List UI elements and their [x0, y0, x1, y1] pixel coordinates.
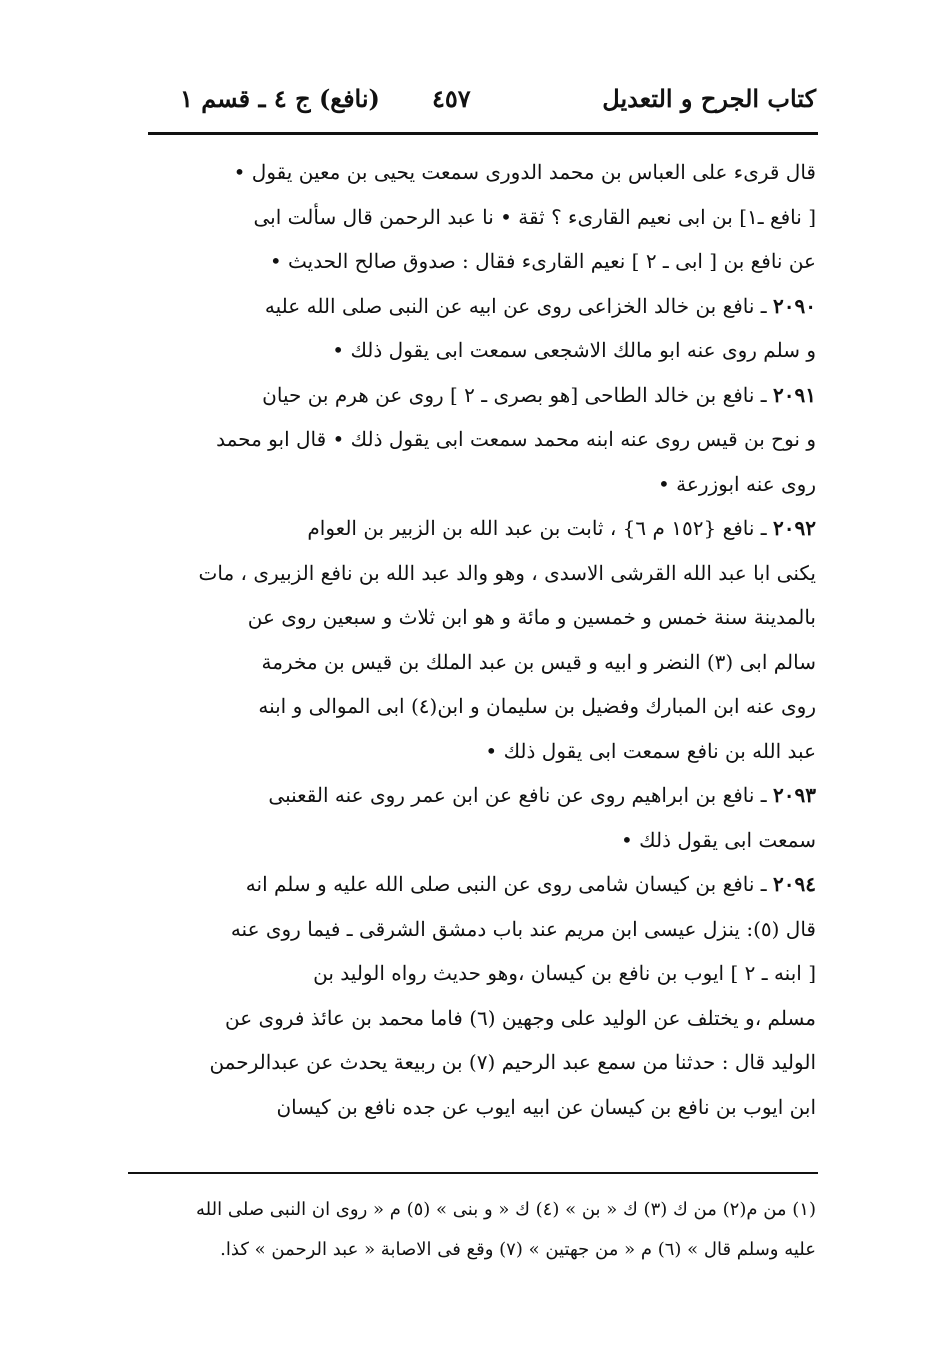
footnote-line: عليه وسلم قال » (٦) م « من جهتين » (٧) وقع فى الاصابة « عبد الرحمن » كذا. — [220, 1239, 816, 1260]
entry-2094-line: [ ابنه ـ ٢ ] ايوب بن نافع بن كيسان ،وهو حديث رواه الوليد بن — [313, 961, 816, 985]
page-number: ٤٥٧ — [432, 84, 471, 113]
intro-line: [ نافع ـ١] بن ابى نعيم القارىء ؟ ثقة • نا عبد الرحمن قال سألت ابى — [253, 204, 816, 229]
entry-number: ٢٠٩١ — [773, 382, 816, 407]
entry-number: ٢٠٩٢ — [773, 516, 816, 540]
entry-2090-line — [152, 284, 816, 329]
book-title: كتاب الجرح و التعديل — [602, 84, 816, 113]
entry-text: ـ نافع بن كيسان شامى روى عن النبى صلى الله عليه و سلم انه — [245, 872, 767, 896]
entry-2094-line: قال (٥): ينزل عيسى ابن مريم عند باب دمشق الشرقى ـ فيما روى عنه — [230, 916, 816, 941]
entry-2094-line: مسلم ،و يختلف عن الوليد على وجهين (٦) فاما محمد بن عائذ فروى عن — [224, 1005, 816, 1030]
footnote-rule — [128, 1172, 818, 1174]
entry-text: ـ نافع بن خالد الخزاعى روى عن ابيه عن النبى صلى الله عليه — [264, 293, 767, 318]
intro-line: قال قرىء على العباس بن محمد الدورى سمعت يحيى بن معين يقول • — [233, 160, 816, 184]
entry-2090-line: و سلم روى عنه ابو مالك الاشجعى سمعت ابى يقول ذلك • — [332, 338, 816, 362]
header-rule — [148, 132, 818, 135]
entry-2094-line: الوليد قال : حدثنا من سمع عبد الرحيم (٧) بن ربيعة يحدث عن عبدالرحمن — [209, 1050, 816, 1074]
entry-text: ـ نافع بن خالد الطاحى [هو بصرى ـ ٢ ] روى عن هرم بن حيان — [262, 382, 767, 407]
volume-label: (نافع) ج ٤ ـ قسم ١ — [180, 84, 380, 113]
intro-line: عن نافع بن [ ابى ـ ٢ ] نعيم القارىء فقال : صدوق صالح الحديث • — [269, 249, 816, 273]
entry-2092-line: عبد الله بن نافع سمعت ابى يقول ذلك • — [485, 738, 816, 763]
entry-number: ٢٠٩٠ — [773, 293, 816, 318]
entry-2092-line: سالم ابى (٣) النضر و ابيه و قيس بن عبد الملك بن قيس بن مخرمة — [261, 649, 816, 674]
entry-2091-line — [152, 373, 816, 418]
entry-2091-line: روى عنه ابوزرعة • — [658, 471, 816, 496]
entry-2092-line: يكنى ابا عبد الله القرشى الاسدى ، وهو والد عبد الله بن نافع الزبيرى ، مات — [198, 560, 816, 585]
entry-2093-line — [152, 773, 816, 818]
entry-2092-line: بالمدينة سنة خمس و خمسين و مائة و هو ابن ثلاث و سبعين روى عن — [247, 605, 816, 629]
footnotes — [150, 1190, 816, 1270]
entry-number: ٢٠٩٤ — [773, 872, 816, 896]
page-header — [150, 72, 816, 132]
entry-2092-line: روى عنه ابن المبارك وفضيل بن سليمان و ابن(٤) ابى الموالى و ابنه — [258, 694, 816, 718]
entry-number: ٢٠٩٣ — [773, 783, 816, 807]
entry-2094-line: ابن ايوب بن نافع بن كيسان عن ابيه ايوب عن جده نافع بن كيسان — [276, 1094, 816, 1119]
entry-2091-line: و نوح بن قيس روى عنه ابنه محمد سمعت ابى يقول ذلك • قال ابو محمد — [216, 427, 816, 451]
entry-2092-line — [152, 506, 816, 551]
entry-2093-line: سمعت ابى يقول ذلك • — [620, 827, 816, 852]
entry-text: ـ نافع بن ابراهيم روى عن نافع عن ابن عمر روى عنه القعنبى — [268, 783, 767, 807]
footnote-line: (١) من م(٢) من ك (٣) ك « بن » (٤) ك « و بنى » (٥) م « روى ان النبى صلى الله — [196, 1199, 816, 1220]
entry-text: ـ نافع {١٥٢ م ٦} ، ثابت بن عبد الله بن الزبير بن العوام — [307, 516, 767, 540]
main-text — [152, 150, 816, 1129]
entry-2094-line — [152, 862, 816, 907]
